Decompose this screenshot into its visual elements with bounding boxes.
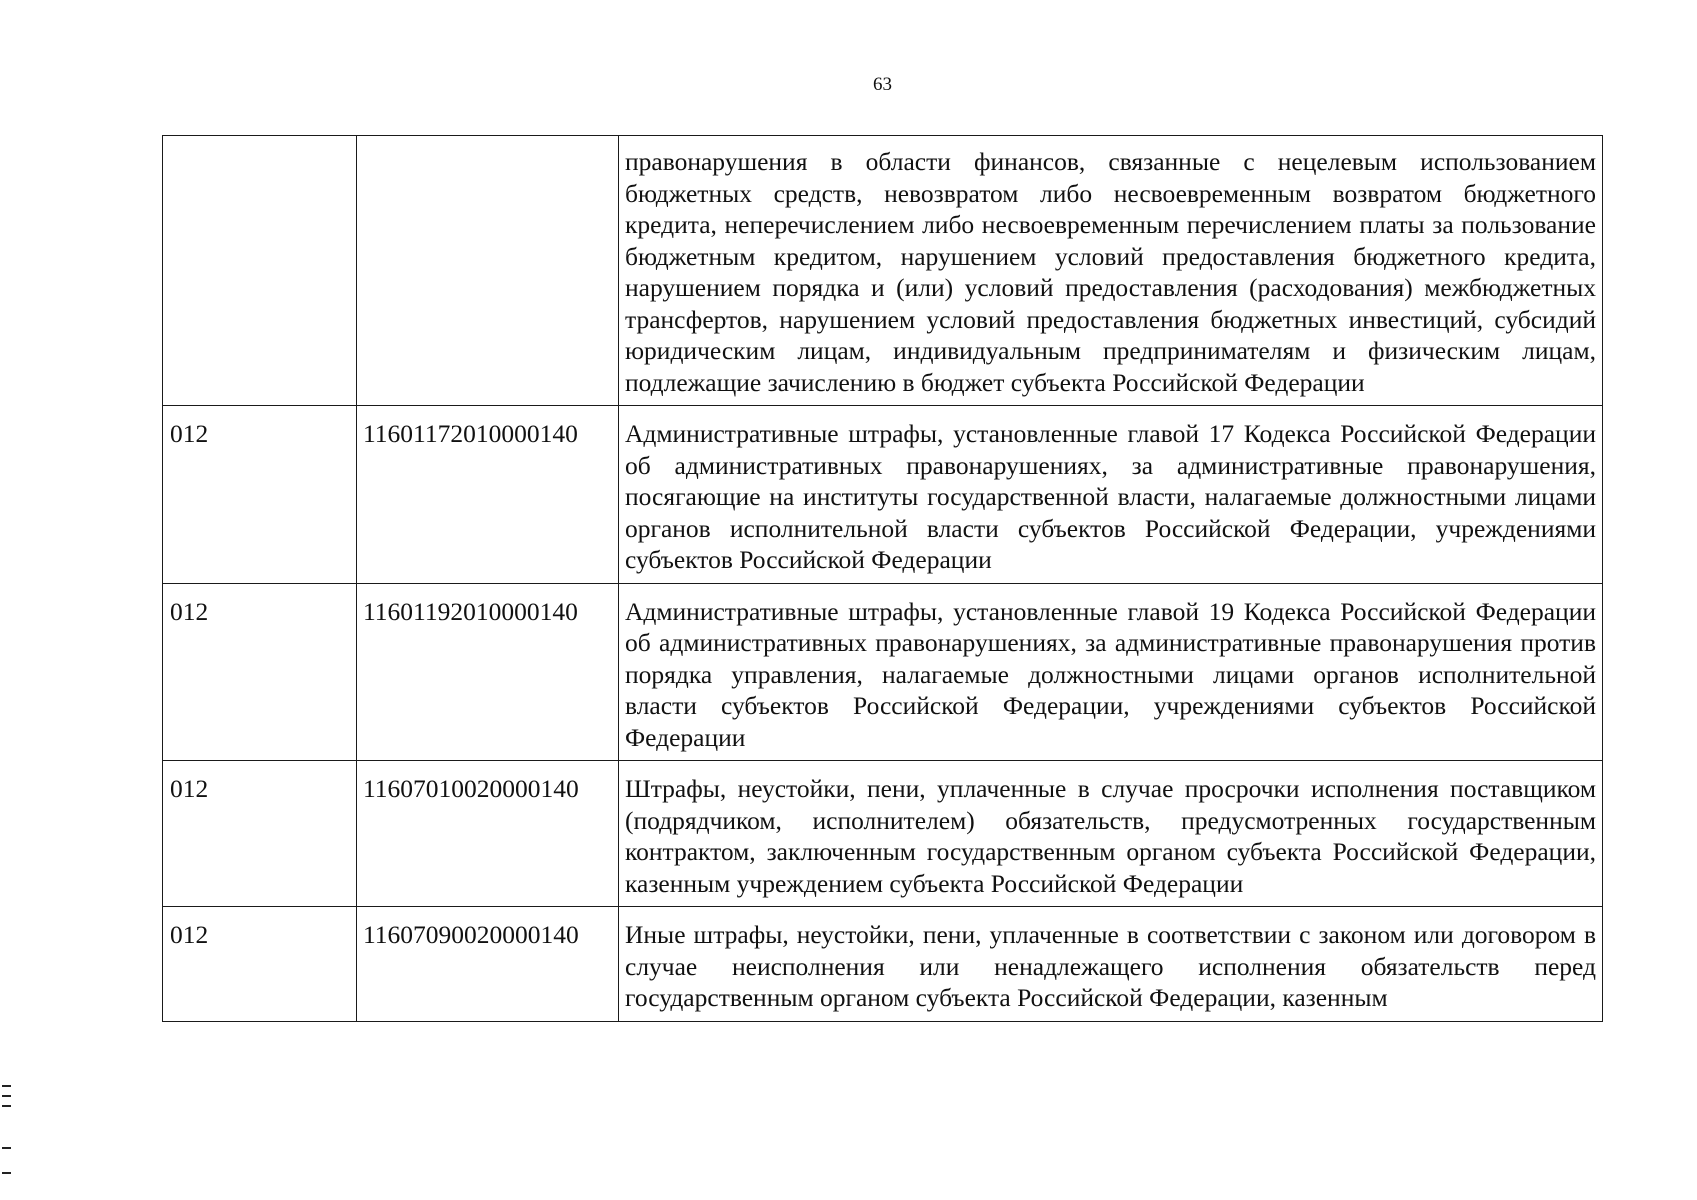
revenue-code-cell: 11607090020000140	[357, 907, 619, 1022]
admin-code-cell: 012	[163, 907, 357, 1022]
table-row	[163, 136, 1603, 406]
page-number: 63	[873, 74, 892, 95]
revenue-code-cell: 11601172010000140	[357, 406, 619, 584]
scan-mark	[2, 1172, 11, 1174]
scan-mark	[2, 1105, 11, 1107]
admin-code-cell	[163, 136, 357, 406]
table-row	[163, 761, 1603, 907]
revenue-classification-table	[162, 135, 1603, 1022]
scan-mark	[2, 1085, 11, 1087]
admin-code-cell: 012	[163, 583, 357, 761]
revenue-code-cell: 11607010020000140	[357, 761, 619, 907]
table-row	[163, 907, 1603, 1022]
scan-mark	[2, 1095, 11, 1097]
revenue-code-cell: 11601192010000140	[357, 583, 619, 761]
description-cell: Иные штрафы, неустойки, пени, уплаченные в соответствии с законом или договором в случае неисполнения или ненадлежащего исполнения обязательств перед государственным органом субъекта Российской Федерации, казенным	[619, 907, 1603, 1022]
admin-code-cell: 012	[163, 406, 357, 584]
table-row	[163, 583, 1603, 761]
table-row	[163, 406, 1603, 584]
revenue-code-cell	[357, 136, 619, 406]
description-cell: Административные штрафы, установленные главой 19 Кодекса Российской Федерации об административных правонарушениях, за административные правонарушения против порядка управления, налагаемые должностными лицами органов исполнительной власти субъектов Российской Федерации, учреждениями субъектов Российской Федерации	[619, 583, 1603, 761]
description-cell: Штрафы, неустойки, пени, уплаченные в случае просрочки исполнения поставщиком (подрядчиком, исполнителем) обязательств, предусмотренных государственным контрактом, заключенным государственным органом субъекта Российской Федерации, казенным учреждением субъекта Российской Федерации	[619, 761, 1603, 907]
admin-code-cell: 012	[163, 761, 357, 907]
description-cell: Административные штрафы, установленные главой 17 Кодекса Российской Федерации об административных правонарушениях, за административные правонарушения, посягающие на институты государственной власти, налагаемые должностными лицами органов исполнительной власти субъектов Российской Федерации, учреждениями субъектов Российской Федерации	[619, 406, 1603, 584]
scan-mark	[2, 1147, 11, 1149]
description-cell: правонарушения в области финансов, связанные с нецелевым использованием бюджетных средств, невозвратом либо несвоевременным возвратом бюджетного кредита, неперечислением либо несвоевременным перечислением платы за пользование бюджетным кредитом, нарушением условий предоставления бюджетного кредита, нарушением порядка и (или) условий предоставления (расходования) межбюджетных трансфертов, нарушением условий предоставления бюджетных инвестиций, субсидий юридическим лицам, индивидуальным предпринимателям и физическим лицам, подлежащие зачислению в бюджет субъекта Российской Федерации	[619, 136, 1603, 406]
